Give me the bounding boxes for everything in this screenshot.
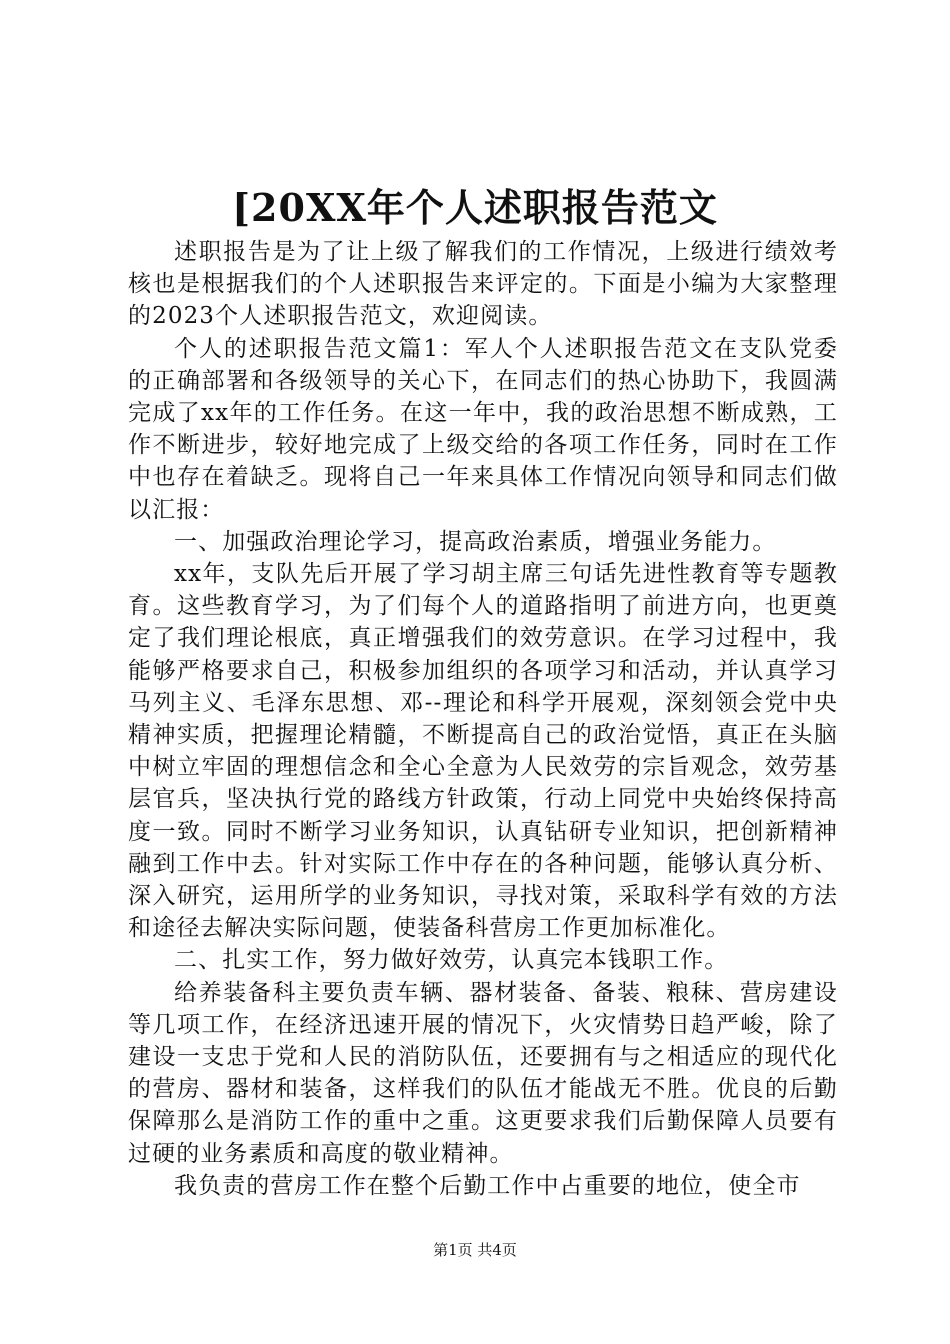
section-heading-1: 一、加强政治理论学习，提高政治素质，增强业务能力。 xyxy=(174,528,777,555)
document-body xyxy=(128,236,838,1202)
paragraph-barracks: 我负责的营房工作在整个后勤工作中占重要的地位，使全市 xyxy=(174,1172,801,1199)
paragraph-report-opening: 个人的述职报告范文篇1：军人个人述职报告范文在支队党委的正确部署和各级领导的关心下，在同志们的热心协助下，我圆满完成了xx年的工作任务。在这一年中，我的政治思想不断成熟，工作不断进步，较好地完成了上级交给的各项工作任务，同时在工作中也存在着缺乏。现将自己一年来具体工作情况向领导和同志们做以汇报： xyxy=(128,335,838,523)
section-heading-2: 二、扎实工作，努力做好效劳，认真完本钱职工作。 xyxy=(174,947,729,974)
paragraph-study: xx年，支队先后开展了学习胡主席三句话先进性教育等专题教育。这些教育学习，为了们每个人的道路指明了前进方向，也更奠定了我们理论根底，真正增强我们的效劳意识。在学习过程中，我能够严格要求自己，积极参加组织的各项学习和活动，并认真学习马列主义、毛泽东思想、邓--理论和科学开展观，深刻领会党中央精神实质，把握理论精髓，不断提高自己的政治觉悟，真正在头脑中树立牢固的理想信念和全心全意为人民效劳的宗旨观念，效劳基层官兵，坚决执行党的路线方针政策，行动上同党中央始终保持高度一致。同时不断学习业务知识，认真钻研专业知识，把创新精神融到工作中去。针对实际工作中存在的各种问题，能够认真分析、深入研究，运用所学的业务知识，寻找对策，采取科学有效的方法和途径去解决实际问题，使装备科营房工作更加标准化。 xyxy=(128,561,838,942)
document-title: [20XX年个人述职报告范文 xyxy=(232,185,718,230)
page-number-footer: 第1页 共4页 xyxy=(433,1241,517,1259)
paragraph-logistics: 给养装备科主要负责车辆、器材装备、备装、粮秣、营房建设等几项工作，在经济迅速开展的情况下，火灾情势日趋严峻，除了建设一支忠于党和人民的消防队伍，还要拥有与之相适应的现代化的营房、器材和装备，这样我们的队伍才能战无不胜。优良的后勤保障那么是消防工作的重中之重。这更要求我们后勤保障人员要有过硬的业务素质和高度的敬业精神。 xyxy=(128,979,838,1167)
paragraph-intro: 述职报告是为了让上级了解我们的工作情况，上级进行绩效考核也是根据我们的个人述职报告来评定的。下面是小编为大家整理的2023个人述职报告范文，欢迎阅读。 xyxy=(128,239,838,330)
